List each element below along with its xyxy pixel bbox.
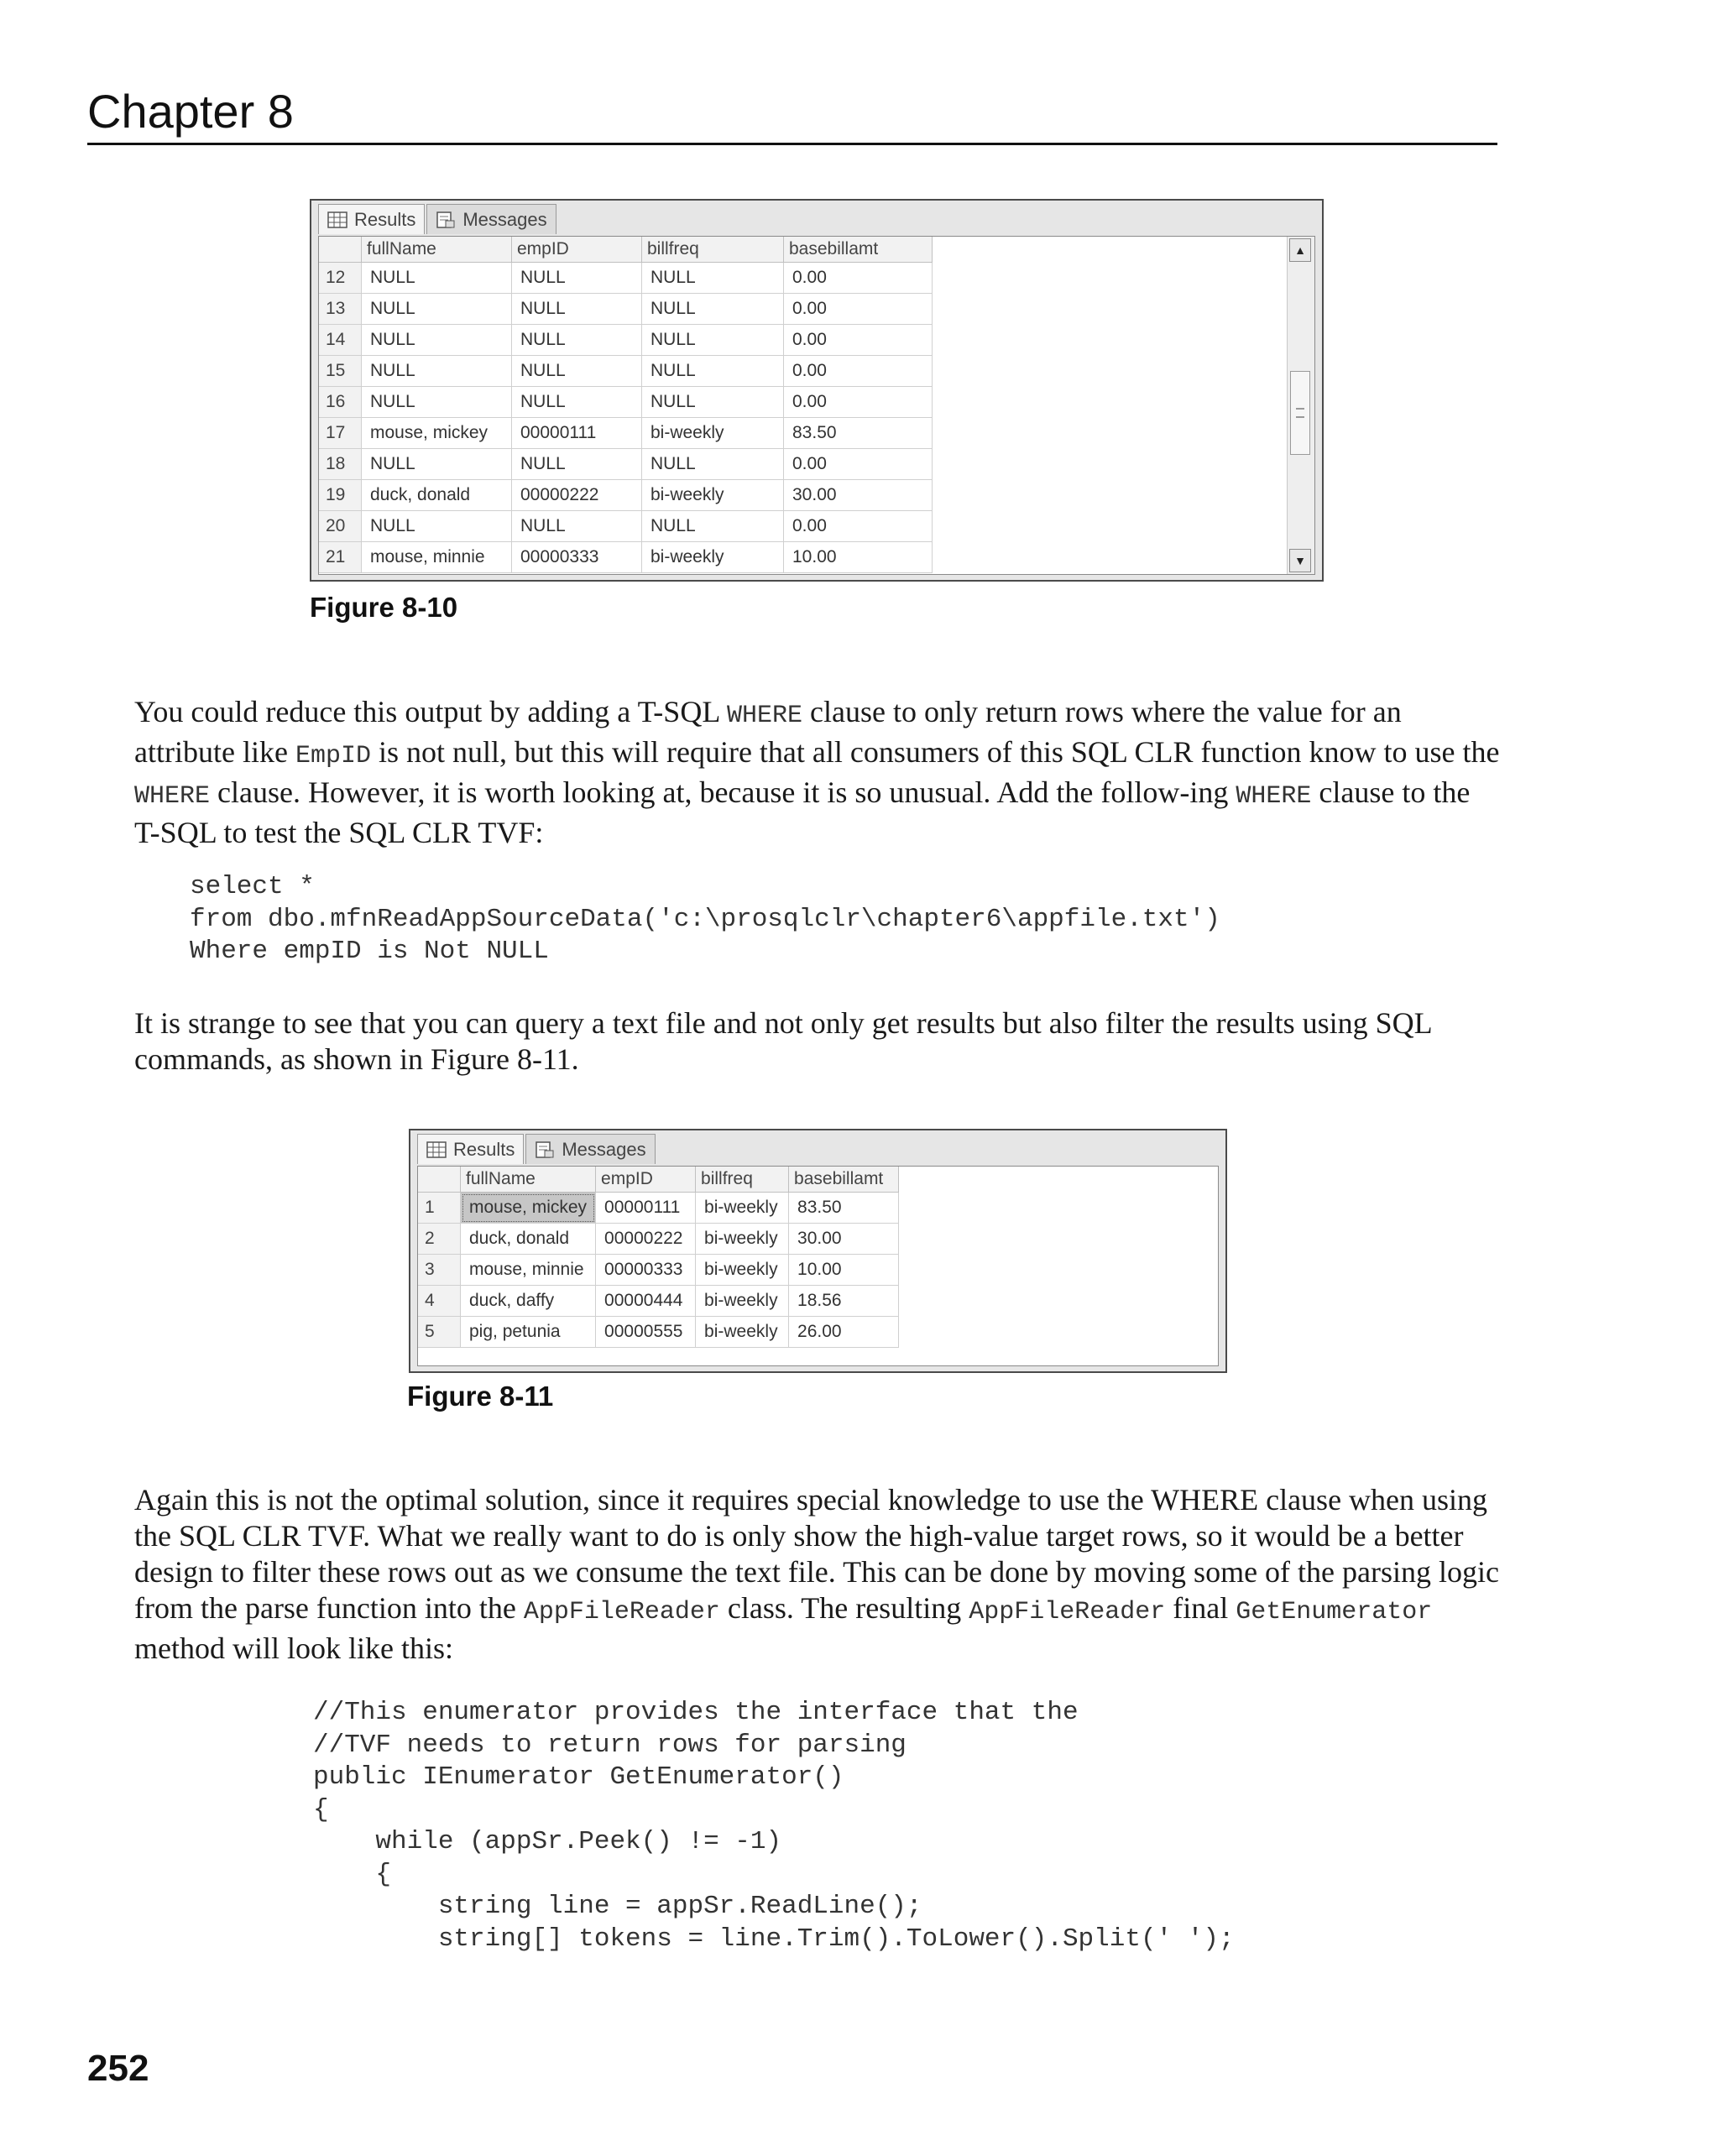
table-cell[interactable]: NULL — [642, 325, 784, 356]
column-header-basebillamt[interactable]: basebillamt — [789, 1167, 899, 1193]
table-cell[interactable]: NULL — [512, 356, 642, 387]
results-grid[interactable] — [417, 1166, 1219, 1366]
table-row[interactable] — [319, 387, 933, 418]
chapter-title: Chapter 8 — [87, 85, 294, 138]
table-cell[interactable]: 0.00 — [784, 387, 933, 418]
results-tabs — [318, 204, 558, 236]
table-cell[interactable]: NULL — [642, 511, 784, 542]
table-cell[interactable]: 10.00 — [784, 542, 933, 573]
paragraph — [134, 694, 1502, 851]
column-header-billfreq[interactable]: billfreq — [696, 1167, 789, 1193]
code-block-csharp: //This enumerator provides the interface that the //TVF needs to return rows for parsing public IEnumerator GetEnumerator() { while (appSr.Peek() != -1) { string line = appSr.ReadLine(); string[] tokens = line.Trim().ToLower().Split(' '); — [313, 1698, 1235, 1954]
table-row[interactable] — [418, 1286, 899, 1317]
table-cell[interactable]: 00000555 — [596, 1317, 696, 1348]
row-number-cell[interactable]: 3 — [418, 1255, 461, 1286]
row-number-header — [319, 237, 362, 263]
row-number-cell[interactable]: 14 — [319, 325, 362, 356]
row-number-header — [418, 1167, 461, 1193]
row-number-cell[interactable]: 17 — [319, 418, 362, 449]
table-cell[interactable]: NULL — [512, 325, 642, 356]
table-cell[interactable]: pig, petunia — [461, 1317, 596, 1348]
paragraph — [134, 1482, 1502, 1667]
table-cell[interactable]: bi-weekly — [642, 418, 784, 449]
table-cell[interactable]: NULL — [512, 294, 642, 325]
table-cell[interactable]: duck, donald — [362, 480, 512, 511]
column-header-empid[interactable]: empID — [512, 237, 642, 263]
table-cell[interactable]: NULL — [512, 263, 642, 294]
inline-code: WHERE — [1236, 782, 1312, 811]
code-block-sql: select * from dbo.mfnReadAppSourceData('c:\prosqlclr\chapter6\appfile.txt') Where empID is Not NULL — [190, 872, 1220, 966]
table-cell[interactable]: NULL — [362, 263, 512, 294]
header-row — [319, 237, 933, 263]
row-number-cell[interactable]: 15 — [319, 356, 362, 387]
row-number-cell[interactable]: 12 — [319, 263, 362, 294]
page-number: 252 — [87, 2048, 149, 2089]
table-cell[interactable]: NULL — [512, 511, 642, 542]
table-cell[interactable]: 83.50 — [789, 1193, 899, 1224]
table-cell[interactable]: 00000333 — [596, 1255, 696, 1286]
table-cell[interactable]: 0.00 — [784, 263, 933, 294]
table-cell[interactable]: 00000333 — [512, 542, 642, 573]
results-table — [418, 1167, 899, 1348]
header-row — [418, 1167, 899, 1193]
table-cell[interactable]: NULL — [642, 449, 784, 480]
row-number-cell[interactable]: 20 — [319, 511, 362, 542]
messages-icon — [535, 1141, 555, 1158]
tab-results-label: Results — [453, 1138, 515, 1160]
table-cell[interactable]: bi-weekly — [642, 542, 784, 573]
vertical-scrollbar[interactable] — [1287, 237, 1314, 574]
table-row[interactable] — [418, 1317, 899, 1348]
row-number-cell[interactable]: 4 — [418, 1286, 461, 1317]
table-row[interactable] — [418, 1255, 899, 1286]
tab-messages[interactable] — [525, 1134, 655, 1164]
table-cell[interactable]: 26.00 — [789, 1317, 899, 1348]
table-row[interactable] — [319, 263, 933, 294]
column-header-empid[interactable]: empID — [596, 1167, 696, 1193]
table-cell[interactable]: 83.50 — [784, 418, 933, 449]
table-cell[interactable]: 18.56 — [789, 1286, 899, 1317]
table-row[interactable] — [319, 356, 933, 387]
table-cell[interactable]: 0.00 — [784, 325, 933, 356]
table-cell[interactable]: 30.00 — [784, 480, 933, 511]
tab-results[interactable] — [417, 1134, 524, 1164]
column-header-basebillamt[interactable]: basebillamt — [784, 237, 933, 263]
tab-results-label: Results — [354, 208, 416, 230]
row-number-cell[interactable]: 18 — [319, 449, 362, 480]
inline-code: AppFileReader — [969, 1598, 1166, 1626]
table-cell[interactable]: 00000222 — [596, 1224, 696, 1255]
grid-icon — [327, 211, 347, 228]
table-cell[interactable]: NULL — [362, 356, 512, 387]
table-cell[interactable]: bi-weekly — [696, 1255, 789, 1286]
table-row[interactable] — [319, 294, 933, 325]
table-cell[interactable]: bi-weekly — [696, 1224, 789, 1255]
table-cell[interactable]: mouse, mickey — [362, 418, 512, 449]
figure-caption: Figure 8-11 — [407, 1381, 554, 1412]
results-grid-window-figure-8-10 — [310, 199, 1324, 582]
table-row[interactable] — [418, 1193, 899, 1224]
row-number-cell[interactable]: 1 — [418, 1193, 461, 1224]
tab-messages-label: Messages — [562, 1138, 646, 1160]
table-cell[interactable]: NULL — [512, 449, 642, 480]
results-tabs — [417, 1134, 657, 1166]
text: You could reduce this output by adding a T-SQL — [134, 695, 727, 728]
row-number-cell[interactable]: 5 — [418, 1317, 461, 1348]
table-cell[interactable]: bi-weekly — [696, 1317, 789, 1348]
table-cell[interactable]: NULL — [362, 511, 512, 542]
table-cell[interactable]: 0.00 — [784, 356, 933, 387]
table-cell[interactable]: NULL — [362, 449, 512, 480]
table-cell[interactable]: NULL — [642, 263, 784, 294]
results-grid[interactable] — [318, 236, 1315, 575]
figure-caption: Figure 8-10 — [310, 592, 458, 623]
column-header-fullname[interactable]: fullName — [362, 237, 512, 263]
table-row[interactable] — [319, 511, 933, 542]
tab-messages[interactable] — [426, 204, 556, 234]
table-row[interactable] — [319, 418, 933, 449]
row-number-cell[interactable]: 13 — [319, 294, 362, 325]
text: method will look like this: — [134, 1631, 453, 1665]
table-row[interactable] — [319, 480, 933, 511]
inline-code: WHERE — [134, 782, 211, 811]
table-cell[interactable]: 0.00 — [784, 511, 933, 542]
table-cell[interactable]: duck, daffy — [461, 1286, 596, 1317]
column-header-fullname[interactable]: fullName — [461, 1167, 596, 1193]
table-cell[interactable]: duck, donald — [461, 1224, 596, 1255]
table-row[interactable] — [319, 325, 933, 356]
table-cell[interactable]: mouse, minnie — [362, 542, 512, 573]
table-row[interactable] — [319, 542, 933, 573]
inline-code: WHERE — [726, 702, 802, 730]
messages-icon — [436, 211, 456, 228]
grip-icon — [1296, 408, 1304, 418]
table-cell[interactable]: 00000222 — [512, 480, 642, 511]
text: Again this is not the optimal solution, since it requires special knowledge to use the WHERE clause when using the SQL CLR TVF. What we really want to do is only show the high-value target rows, so it would be a better design to filter these rows out as we consume the text file. This can be done by moving some of the parsing logic from the parse function into the — [134, 1483, 1499, 1625]
table-cell[interactable]: mouse, minnie — [461, 1255, 596, 1286]
paragraph: It is strange to see that you can query a text file and not only get results but also filter the results using SQL commands, as shown in Figure 8-11. — [134, 1006, 1432, 1076]
table-cell[interactable]: 00000444 — [596, 1286, 696, 1317]
table-cell[interactable]: bi-weekly — [696, 1193, 789, 1224]
results-grid-window-figure-8-11 — [409, 1129, 1227, 1373]
row-number-cell[interactable]: 19 — [319, 480, 362, 511]
table-cell[interactable]: 00000111 — [512, 418, 642, 449]
table-row[interactable] — [319, 449, 933, 480]
text: is not null, but this will require that all consumers of this SQL CLR function know to use the — [370, 735, 1500, 769]
table-row[interactable] — [418, 1224, 899, 1255]
inline-code: EmpID — [295, 742, 371, 770]
table-cell[interactable]: 0.00 — [784, 449, 933, 480]
table-cell[interactable]: 10.00 — [789, 1255, 899, 1286]
table-cell[interactable]: NULL — [642, 294, 784, 325]
table-cell[interactable]: NULL — [642, 387, 784, 418]
row-number-cell[interactable]: 2 — [418, 1224, 461, 1255]
inline-code: AppFileReader — [523, 1598, 720, 1626]
table-cell[interactable]: 0.00 — [784, 294, 933, 325]
tab-messages-label: Messages — [462, 208, 547, 230]
results-table — [319, 237, 933, 573]
scroll-down-icon[interactable]: ▼ — [1289, 549, 1311, 572]
inline-code: GetEnumerator — [1236, 1598, 1433, 1626]
text: final — [1165, 1591, 1236, 1625]
table-cell[interactable]: NULL — [362, 294, 512, 325]
row-number-cell[interactable]: 16 — [319, 387, 362, 418]
scrollbar-thumb[interactable] — [1290, 371, 1310, 455]
text: class. The resulting — [719, 1591, 969, 1625]
table-cell[interactable]: 30.00 — [789, 1224, 899, 1255]
table-cell[interactable]: mouse, mickey — [461, 1193, 596, 1224]
header-rule — [87, 143, 1497, 145]
scroll-up-icon[interactable]: ▲ — [1289, 238, 1311, 262]
table-cell[interactable]: NULL — [362, 325, 512, 356]
column-header-billfreq[interactable]: billfreq — [642, 237, 784, 263]
table-cell[interactable]: NULL — [512, 387, 642, 418]
table-cell[interactable]: bi-weekly — [642, 480, 784, 511]
text: clause. However, it is worth looking at, because it is so unusual. Add the follow-ing — [210, 775, 1236, 809]
text: clause to only return rows where the value for an attribute like — [134, 695, 1402, 769]
row-number-cell[interactable]: 21 — [319, 542, 362, 573]
table-cell[interactable]: NULL — [642, 356, 784, 387]
text: clause to the T-SQL to test the SQL CLR TVF: — [134, 775, 1471, 849]
tab-results[interactable] — [318, 204, 425, 234]
grid-icon — [426, 1141, 447, 1158]
table-cell[interactable]: NULL — [362, 387, 512, 418]
table-cell[interactable]: 00000111 — [596, 1193, 696, 1224]
table-cell[interactable]: bi-weekly — [696, 1286, 789, 1317]
